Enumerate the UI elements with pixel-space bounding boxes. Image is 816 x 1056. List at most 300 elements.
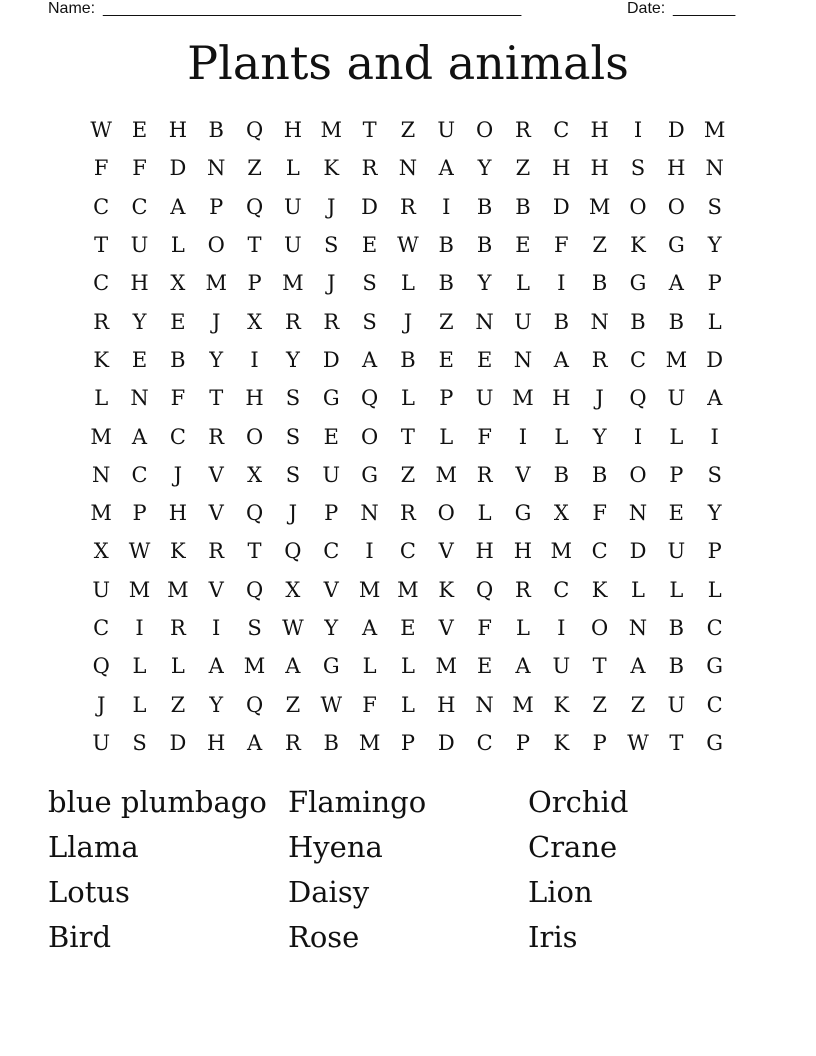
grid-letter: Z xyxy=(438,309,454,334)
grid-letter: U xyxy=(92,730,111,755)
grid-letter: R xyxy=(284,730,301,755)
grid-letter: Q xyxy=(245,501,264,526)
grid-letter: V xyxy=(515,462,531,487)
grid-letter: R xyxy=(208,539,225,564)
grid-letter: P xyxy=(669,462,684,487)
grid-letter: D xyxy=(361,194,378,219)
grid-letter: T xyxy=(362,118,377,143)
grid-letter: E xyxy=(323,424,339,449)
grid-letter: P xyxy=(515,730,531,755)
word-list-item: Iris xyxy=(528,919,578,954)
word-list-item: Bird xyxy=(48,919,112,954)
grid-letter: L xyxy=(515,271,530,296)
grid-letter: M xyxy=(358,577,381,602)
grid-letter: B xyxy=(668,309,685,334)
grid-letter: P xyxy=(439,386,454,411)
grid-letter: K xyxy=(591,577,608,602)
grid-letter: I xyxy=(518,424,528,449)
grid-letter: N xyxy=(91,462,111,487)
grid-letter: T xyxy=(247,539,262,564)
word-list xyxy=(48,779,768,959)
grid-letter: B xyxy=(630,309,646,334)
grid-letter: A xyxy=(668,271,684,296)
grid-letter: N xyxy=(628,616,648,640)
grid-letter: P xyxy=(400,730,415,755)
grid-letter: T xyxy=(94,233,109,258)
grid-letter: W xyxy=(320,692,343,717)
grid-letter: B xyxy=(323,730,339,755)
grid-letter: H xyxy=(667,156,686,181)
grid-letter: L xyxy=(400,271,415,296)
grid-letter: G xyxy=(706,654,724,679)
grid-letter: L xyxy=(170,654,185,679)
grid-letter: J xyxy=(403,309,413,334)
grid-letter: J xyxy=(211,309,221,334)
grid-letter: X xyxy=(247,462,263,487)
grid-letter: W xyxy=(282,616,304,640)
grid-letter: C xyxy=(169,424,186,449)
grid-letter: N xyxy=(590,309,609,334)
worksheet-header xyxy=(48,0,740,20)
grid-letter: W xyxy=(128,539,151,564)
grid-letter: D xyxy=(169,156,187,181)
grid-letter: J xyxy=(327,194,336,219)
grid-letter: S xyxy=(285,386,301,411)
grid-letter: N xyxy=(475,309,494,334)
grid-letter: R xyxy=(208,424,225,449)
grid-letter: W xyxy=(397,233,419,258)
grid-letter: I xyxy=(135,616,144,640)
grid-letter: U xyxy=(92,577,111,602)
grid-letter: B xyxy=(668,654,685,679)
grid-letter: M xyxy=(167,577,189,602)
grid-letter: H xyxy=(552,386,571,411)
grid-letter: L xyxy=(400,692,415,717)
grid-letter: K xyxy=(553,730,570,755)
grid-letter: X xyxy=(93,539,109,564)
grid-letter: L xyxy=(170,233,185,258)
grid-letter: J xyxy=(288,501,298,526)
grid-letter: D xyxy=(437,730,455,755)
grid-letter: Z xyxy=(592,692,607,717)
grid-letter: P xyxy=(247,271,262,296)
grid-letter: H xyxy=(168,118,188,143)
grid-letter: B xyxy=(438,271,454,296)
grid-letter: Y xyxy=(592,424,607,449)
grid-letter: O xyxy=(667,194,685,219)
grid-letter: U xyxy=(437,118,456,143)
grid-letter: M xyxy=(550,539,573,564)
grid-letter: Q xyxy=(360,386,379,411)
grid-letter: V xyxy=(323,577,339,602)
grid-letter: E xyxy=(476,347,493,372)
grid-letter: S xyxy=(362,271,377,296)
grid-letter: Z xyxy=(247,156,262,181)
grid-letter: C xyxy=(93,194,110,219)
grid-letter: A xyxy=(285,654,301,679)
grid-letter: U xyxy=(667,692,686,717)
grid-letter: I xyxy=(633,424,643,449)
grid-letter: H xyxy=(475,539,494,564)
grid-letter: R xyxy=(515,577,531,602)
grid-letter: K xyxy=(323,156,340,181)
grid-letter: B xyxy=(438,233,454,258)
grid-letter: O xyxy=(476,118,494,143)
grid-letter: V xyxy=(438,616,454,640)
grid-letter: C xyxy=(706,616,723,640)
grid-letter: H xyxy=(437,692,456,717)
grid-letter: U xyxy=(667,539,686,564)
grid-letter: E xyxy=(170,309,186,334)
grid-letter: B xyxy=(591,271,608,296)
grid-letter: M xyxy=(512,692,534,717)
grid-letter: V xyxy=(208,462,224,487)
grid-letter: H xyxy=(245,386,264,411)
grid-letter: U xyxy=(475,386,494,411)
grid-letter: L xyxy=(515,616,530,640)
grid-letter: X xyxy=(285,577,301,602)
grid-letter: C xyxy=(629,347,647,372)
grid-letter: C xyxy=(476,730,493,755)
grid-letter: M xyxy=(512,386,534,411)
grid-letter: A xyxy=(707,386,723,411)
grid-letter: I xyxy=(557,616,566,640)
grid-letter: Y xyxy=(132,309,147,334)
grid-letter: R xyxy=(169,616,186,640)
grid-letter: M xyxy=(90,501,112,526)
grid-letter: M xyxy=(90,424,112,449)
grid-letter: R xyxy=(361,156,378,181)
grid-letter: R xyxy=(323,309,340,334)
grid-letter: E xyxy=(438,347,454,372)
grid-letter: J xyxy=(327,271,336,296)
grid-letter: N xyxy=(207,156,226,181)
grid-letter: M xyxy=(358,730,381,755)
grid-letter: P xyxy=(324,501,339,526)
grid-letter: G xyxy=(514,501,532,526)
grid-letter: A xyxy=(361,347,378,372)
grid-letter: T xyxy=(247,233,262,258)
grid-letter: P xyxy=(132,501,147,526)
grid-letter: C xyxy=(553,577,570,602)
grid-letter: M xyxy=(665,347,688,372)
grid-letter: A xyxy=(630,654,646,679)
grid-letter: A xyxy=(361,616,378,640)
grid-letter: M xyxy=(588,194,611,219)
grid-letter: L xyxy=(132,654,147,679)
grid-letter: G xyxy=(667,233,685,258)
grid-letter: F xyxy=(477,424,492,449)
grid-letter: T xyxy=(592,654,607,679)
grid-letter: C xyxy=(93,271,110,296)
grid-letter: J xyxy=(173,462,183,487)
grid-letter: H xyxy=(207,730,226,755)
grid-letter: B xyxy=(476,194,493,219)
grid-letter: I xyxy=(442,194,451,219)
grid-letter: Q xyxy=(245,577,264,602)
grid-letter: H xyxy=(513,539,533,564)
grid-letter: L xyxy=(669,424,684,449)
grid-letter: Y xyxy=(209,347,224,372)
grid-letter: D xyxy=(667,118,685,143)
grid-letter: S xyxy=(362,309,377,334)
grid-letter: T xyxy=(209,386,224,411)
grid-letter: Q xyxy=(245,118,264,143)
grid-letter: C xyxy=(399,539,416,564)
grid-letter: C xyxy=(706,692,723,717)
grid-letter: E xyxy=(668,501,684,526)
grid-letter: L xyxy=(477,501,492,526)
word-list-item: Llama xyxy=(48,829,139,864)
grid-letter: L xyxy=(707,309,722,334)
grid-letter: H xyxy=(590,118,609,143)
grid-letter: Z xyxy=(400,118,416,143)
grid-letter: A xyxy=(208,654,224,679)
grid-letter: Z xyxy=(515,156,531,181)
grid-letter: R xyxy=(400,194,416,219)
grid-letter: L xyxy=(439,424,454,449)
grid-letter: R xyxy=(284,309,301,334)
grid-letter: M xyxy=(205,271,227,296)
grid-letter: U xyxy=(284,233,302,258)
grid-letter: G xyxy=(322,654,340,679)
grid-letter: S xyxy=(324,233,339,258)
grid-letter: F xyxy=(592,501,607,526)
grid-letter: Y xyxy=(285,347,300,372)
grid-letter: B xyxy=(515,194,531,219)
grid-letter: G xyxy=(322,386,340,411)
grid-letter: L xyxy=(132,692,147,717)
grid-letter: P xyxy=(707,539,722,564)
grid-letter: M xyxy=(397,577,419,602)
grid-letter: N xyxy=(513,347,533,372)
grid-letter: N xyxy=(130,386,149,411)
grid-letter: Q xyxy=(92,654,110,679)
grid-letter: L xyxy=(707,577,722,602)
grid-letter: Y xyxy=(209,692,224,717)
grid-letter: E xyxy=(400,616,416,640)
grid-letter: F xyxy=(170,386,186,411)
date-label: Date: xyxy=(627,0,666,17)
grid-letter: E xyxy=(476,654,493,679)
grid-letter: F xyxy=(362,692,377,717)
word-list-item: blue plumbago xyxy=(48,784,267,819)
grid-letter: I xyxy=(250,347,259,372)
grid-letter: I xyxy=(633,118,643,143)
grid-letter: L xyxy=(94,386,109,411)
grid-letter: N xyxy=(628,501,648,526)
date-blank-line: _______ xyxy=(673,0,736,17)
grid-letter: V xyxy=(208,501,224,526)
grid-letter: G xyxy=(706,730,724,755)
grid-letter: M xyxy=(320,118,342,143)
grid-letter: Y xyxy=(477,156,492,181)
grid-letter: H xyxy=(130,271,149,296)
grid-letter: Q xyxy=(245,692,264,717)
grid-letter: Z xyxy=(592,233,607,258)
grid-letter: S xyxy=(285,462,301,487)
grid-letter: X xyxy=(247,309,263,334)
grid-letter: D xyxy=(629,539,647,564)
grid-letter: Q xyxy=(629,386,647,411)
grid-letter: B xyxy=(553,462,570,487)
grid-letter: C xyxy=(591,539,608,564)
grid-letter: Y xyxy=(324,616,339,640)
grid-letter: V xyxy=(438,539,454,564)
grid-letter: K xyxy=(553,692,570,717)
grid-letter: A xyxy=(170,194,186,219)
grid-letter: Q xyxy=(284,539,302,564)
grid-letter: F xyxy=(132,156,147,181)
grid-letter: H xyxy=(283,118,303,143)
word-list-item: Daisy xyxy=(288,874,370,909)
grid-letter: F xyxy=(477,616,492,640)
grid-letter: L xyxy=(285,156,300,181)
grid-letter: S xyxy=(630,156,646,181)
grid-letter: Z xyxy=(630,692,646,717)
word-list-item: Crane xyxy=(528,829,618,864)
grid-letter: O xyxy=(437,501,455,526)
grid-letter: R xyxy=(476,462,493,487)
grid-letter: F xyxy=(554,233,569,258)
grid-letter: C xyxy=(131,462,148,487)
grid-letter: C xyxy=(553,118,570,143)
name-label: Name: xyxy=(48,0,96,17)
grid-letter: N xyxy=(398,156,418,181)
grid-letter: K xyxy=(170,539,186,564)
grid-letter: F xyxy=(93,156,109,181)
grid-letter: N xyxy=(360,501,379,526)
grid-letter: N xyxy=(705,156,724,181)
grid-letter: K xyxy=(438,577,455,602)
grid-letter: T xyxy=(400,424,415,449)
grid-letter: B xyxy=(400,347,416,372)
grid-letter: O xyxy=(207,233,225,258)
grid-letter: O xyxy=(360,424,379,449)
grid-letter: M xyxy=(435,462,458,487)
grid-letter: L xyxy=(400,654,415,679)
grid-letter: H xyxy=(168,501,188,526)
grid-letter: B xyxy=(553,309,570,334)
grid-letter: H xyxy=(590,156,609,181)
grid-letter: C xyxy=(93,616,110,640)
grid-letter: T xyxy=(669,730,684,755)
grid-letter: S xyxy=(285,424,301,449)
grid-letter: S xyxy=(247,616,262,640)
grid-letter: M xyxy=(703,118,726,143)
grid-letter: M xyxy=(435,654,458,679)
word-list-item: Rose xyxy=(288,919,360,954)
grid-letter: Y xyxy=(477,271,492,296)
grid-letter: V xyxy=(208,577,224,602)
grid-letter: J xyxy=(96,692,106,717)
grid-letter: B xyxy=(208,118,224,143)
grid-letter: I xyxy=(710,424,719,449)
grid-letter: O xyxy=(629,194,647,219)
grid-letter: B xyxy=(668,616,685,640)
grid-letter: Z xyxy=(285,692,301,717)
grid-letter: L xyxy=(554,424,569,449)
grid-letter: I xyxy=(365,539,374,564)
grid-letter: O xyxy=(591,616,609,640)
grid-letter: D xyxy=(706,347,724,372)
grid-letter: C xyxy=(323,539,340,564)
grid-letter: B xyxy=(476,233,493,258)
grid-letter: O xyxy=(245,424,264,449)
grid-letter: A xyxy=(246,730,263,755)
grid-letter: E xyxy=(131,118,148,143)
grid-letter: L xyxy=(400,386,415,411)
grid-letter: M xyxy=(243,654,266,679)
grid-letter: S xyxy=(707,194,722,219)
word-list-item: Flamingo xyxy=(288,784,427,819)
grid-letter: L xyxy=(669,577,684,602)
grid-letter: M xyxy=(128,577,151,602)
grid-letter: W xyxy=(627,730,649,755)
grid-letter: U xyxy=(322,462,341,487)
grid-letter: B xyxy=(170,347,186,372)
grid-letter: P xyxy=(209,194,224,219)
word-list-item: Hyena xyxy=(288,829,383,864)
grid-letter: Y xyxy=(707,233,722,258)
grid-letter: U xyxy=(284,194,302,219)
grid-letter: U xyxy=(130,233,149,258)
word-list-item: Lotus xyxy=(48,874,130,909)
grid-letter: Q xyxy=(245,194,264,219)
grid-letter: R xyxy=(400,501,416,526)
grid-letter: D xyxy=(322,347,340,372)
grid-letter: G xyxy=(629,271,647,296)
grid-letter: Z xyxy=(170,692,186,717)
page-title: Plants and animals xyxy=(187,36,629,90)
grid-letter: P xyxy=(592,730,607,755)
grid-letter: L xyxy=(631,577,645,602)
grid-letter: E xyxy=(361,233,378,258)
grid-letter: E xyxy=(515,233,531,258)
grid-letter: C xyxy=(131,194,148,219)
grid-letter: H xyxy=(552,156,571,181)
grid-letter: A xyxy=(131,424,148,449)
grid-letter: I xyxy=(557,271,566,296)
grid-letter: K xyxy=(630,233,646,258)
grid-letter: A xyxy=(553,347,569,372)
grid-letter: A xyxy=(438,156,454,181)
grid-letter: J xyxy=(595,386,604,411)
grid-letter: P xyxy=(707,271,722,296)
grid-letter: O xyxy=(629,462,647,487)
grid-letter: Y xyxy=(707,501,722,526)
grid-letter: N xyxy=(475,692,494,717)
word-list-item: Lion xyxy=(528,874,593,909)
grid-letter: X xyxy=(170,271,186,296)
grid-letter: A xyxy=(515,654,531,679)
grid-letter: I xyxy=(212,616,221,640)
grid-letter: D xyxy=(552,194,570,219)
grid-letter: M xyxy=(282,271,304,296)
grid-letter: U xyxy=(667,386,686,411)
grid-letter: X xyxy=(553,501,569,526)
grid-letter: R xyxy=(515,118,531,143)
grid-letter: D xyxy=(169,730,187,755)
grid-letter: Q xyxy=(476,577,494,602)
grid-letter: W xyxy=(90,118,112,143)
grid-letter: U xyxy=(514,309,532,334)
grid-letter: R xyxy=(93,309,110,334)
word-search-grid xyxy=(82,111,734,762)
grid-letter: L xyxy=(362,654,377,679)
grid-letter: E xyxy=(131,347,148,372)
grid-letter: R xyxy=(591,347,608,372)
